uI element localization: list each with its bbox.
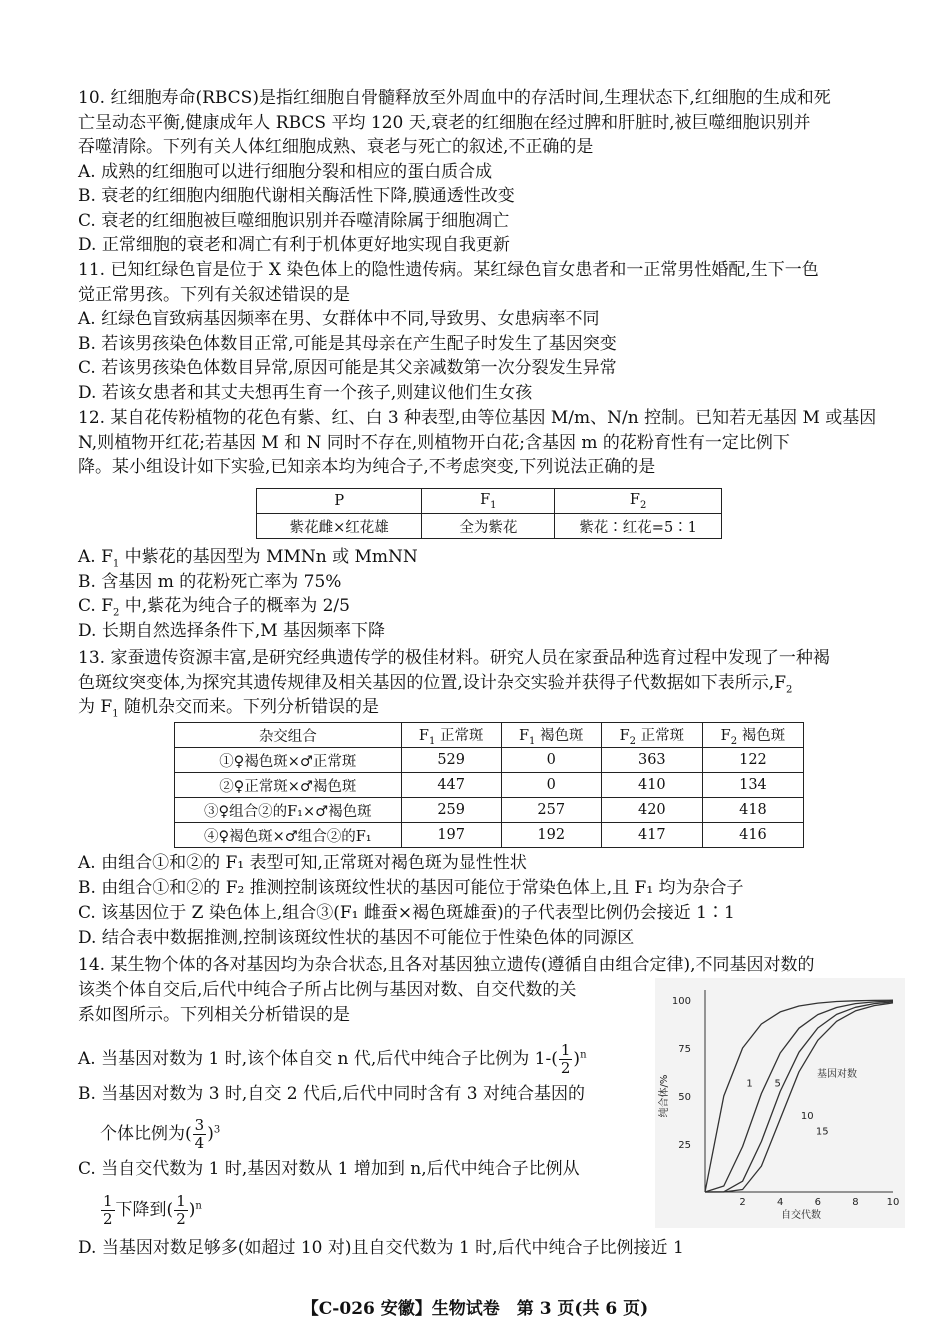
x-tick-label: 8: [852, 1197, 859, 1208]
q12-table-cell-f1: 全为紫花: [422, 514, 555, 539]
chart-background: [655, 978, 905, 1228]
q10-option-d: D. 正常细胞的衰老和凋亡有利于机体更好地实现自我更新: [78, 235, 510, 255]
y-tick-label: 25: [678, 1140, 691, 1151]
q14-option-b-line-2: 个体比例为( $\frac{3}{4}$ )$^3$: [100, 1116, 221, 1152]
table-row: [175, 823, 804, 848]
q12-table-head-f2: $F_2$: [555, 489, 722, 514]
q14-option-d: D. 当基因对数足够多(如超过 10 对)且自交代数为 1 时,后代中纯合子比例接近 1: [78, 1238, 684, 1258]
q13-option-a: A. 由组合①和②的 F₁ 表型可知,正常斑对褐色斑为显性性状: [78, 853, 527, 873]
q13-cell: 529: [401, 748, 501, 773]
q10-option-c: C. 衰老的红细胞被巨噬细胞识别并吞噬清除属于细胞凋亡: [78, 211, 510, 231]
q14-stem-line-1: 14. 某生物个体的各对基因均为杂合状态,且各对基因独立遗传(遵循自由组合定律),不同基因对数的: [78, 955, 815, 975]
q14-option-c-line-1: C. 当自交代数为 1 时,基因对数从 1 增加到 n,后代中纯合子比例从: [78, 1159, 580, 1179]
y-tick-label: 100: [671, 996, 691, 1007]
q10-stem-line-2: 亡呈动态平衡,健康成年人 RBCS 平均 120 天,衰老的红细胞在经过脾和肝脏时,被巨噬细胞识别并: [78, 113, 811, 133]
q13-cell: 197: [401, 823, 501, 848]
series-label-1: 1: [746, 1078, 753, 1090]
q10-option-a: A. 成熟的红细胞可以进行细胞分裂和相应的蛋白质合成: [78, 162, 493, 182]
fraction: $\frac{3}{4}$: [194, 1116, 205, 1152]
q13-row-label: ④♀褐色斑×♂组合②的F₁: [175, 823, 402, 848]
table-row: [175, 773, 804, 798]
q11-option-b: B. 若该男孩染色体数目正常,可能是其母亲在产生配子时发生了基因突变: [78, 334, 617, 354]
q13-cell: 418: [702, 798, 803, 823]
page-footer: 【C-026 安徽】生物试卷 第 3 页(共 6 页): [301, 1299, 649, 1319]
q13-table-head-f2-normal: $F_2$ 正常斑: [601, 723, 702, 748]
fraction: $\frac{1}{2}$: [176, 1192, 186, 1228]
q12-option-d: D. 长期自然选择条件下,M 基因频率下降: [78, 621, 386, 641]
y-axis-label: 纯合体/%: [659, 1074, 670, 1118]
q12-option-a: A. $F_1$ 中紫花的基因型为 MMNn 或 MmNN: [78, 547, 418, 570]
x-tick-label: 2: [739, 1197, 746, 1208]
q13-cell: 0: [501, 748, 601, 773]
y-tick-label: 75: [678, 1044, 691, 1055]
q14-option-a: A. 当基因对数为 1 时,该个体自交 n 代,后代中纯合子比例为 1-( $\frac{1}{2}$ )$^n$: [78, 1041, 587, 1077]
x-tick-label: 6: [814, 1197, 821, 1208]
x-tick-label: 4: [777, 1197, 784, 1208]
q12-table: [256, 488, 722, 539]
q11-option-c: C. 若该男孩染色体数目异常,原因可能是其父亲减数第一次分裂发生异常: [78, 358, 617, 378]
series-label-10: 10: [800, 1111, 814, 1123]
q12-table-head-p: P: [257, 489, 422, 514]
q14-chart: [655, 978, 905, 1228]
q13-cell: 417: [601, 823, 702, 848]
x-axis-label: 自交代数: [781, 1210, 821, 1221]
q13-option-d: D. 结合表中数据推测,控制该斑纹性状的基因不可能位于性染色体的同源区: [78, 928, 635, 948]
q13-row-label: ①♀褐色斑×♂正常斑: [175, 748, 402, 773]
q10-stem-line-3: 吞噬清除。下列有关人体红细胞成熟、衰老与死亡的叙述,不正确的是: [78, 137, 594, 157]
q12-option-b: B. 含基因 m 的花粉死亡率为 75%: [78, 572, 342, 592]
fraction: $\frac{1}{2}$: [103, 1192, 113, 1228]
q13-option-c: C. 该基因位于 Z 染色体上,组合③(F₁ 雌蚕×褐色斑雄蚕)的子代表型比例仍会接近 1∶1: [78, 903, 735, 923]
q13-table-head-f2-brown: $F_2$ 褐色斑: [702, 723, 803, 748]
q13-stem-line-3: 为 $F_1$ 随机杂交而来。下列分析错误的是: [78, 697, 379, 720]
q13-cell: 122: [702, 748, 803, 773]
q13-cell: 416: [702, 823, 803, 848]
chart-annotation: 基因对数: [817, 1069, 857, 1080]
q13-stem-line-2: 色斑纹突变体,为探究其遗传规律及相关基因的位置,设计杂交实验并获得子代数据如下表所示$,F_2$: [78, 673, 793, 696]
q13-cell: 257: [501, 798, 601, 823]
x-tick-label: 10: [886, 1197, 900, 1208]
q13-table-head-combo: 杂交组合: [175, 723, 402, 748]
q13-cell: 363: [601, 748, 702, 773]
q11-option-a: A. 红绿色盲致病基因频率在男、女群体中不同,导致男、女患病率不同: [78, 309, 600, 329]
q13-option-b: B. 由组合①和②的 F₂ 推测控制该斑纹性状的基因可能位于常染色体上,且 F₁ 均为杂合子: [78, 878, 744, 898]
fraction: $\frac{1}{2}$: [560, 1041, 571, 1077]
q13-cell: 420: [601, 798, 702, 823]
q10-option-b: B. 衰老的红细胞内细胞代谢相关酶活性下降,膜通透性改变: [78, 186, 515, 206]
q14-option-c-line-2: $\frac{1}{2}$ 下降到( $\frac{1}{2}$ )$^n$: [103, 1192, 202, 1228]
q10-stem-line-1: 10. 红细胞寿命(RBCS)是指红细胞自骨髓释放至外周血中的存活时间,生理状态下,红细胞的生成和死: [78, 88, 831, 108]
y-tick-label: 50: [678, 1092, 691, 1103]
q11-option-d: D. 若该女患者和其丈夫想再生育一个孩子,则建议他们生女孩: [78, 383, 533, 403]
table-row: [175, 748, 804, 773]
q14-stem-line-2: 该类个体自交后,后代中纯合子所占比例与基因对数、自交代数的关: [78, 980, 577, 1000]
q13-cell: 410: [601, 773, 702, 798]
q12-table-head-f1: $F_1$: [422, 489, 555, 514]
q12-table-cell-f2: 紫花∶红花=5∶1: [555, 514, 722, 539]
series-label-15: 15: [815, 1126, 829, 1138]
q12-option-c: C. $F_2$ 中,紫花为纯合子的概率为 2/5: [78, 596, 350, 619]
q12-stem-line-2: N,则植物开红花;若基因 M 和 N 同时不存在,则植物开白花;含基因 m 的花粉育性有一定比例下: [78, 433, 790, 453]
q13-cell: 0: [501, 773, 601, 798]
q13-stem-line-1: 13. 家蚕遗传资源丰富,是研究经典遗传学的极佳材料。研究人员在家蚕品种选育过程中发现了一种褐: [78, 648, 830, 668]
q13-cell: 259: [401, 798, 501, 823]
q13-cell: 447: [401, 773, 501, 798]
q12-stem-line-1: 12. 某自花传粉植物的花色有紫、红、白 3 种表型,由等位基因 M/m、N/n 控制。已知若无基因 M 或基因: [78, 408, 877, 428]
q13-table-head-f1-normal: $F_1$ 正常斑: [401, 723, 501, 748]
q14-stem-line-3: 系如图所示。下列相关分析错误的是: [78, 1005, 350, 1025]
q13-row-label: ②♀正常斑×♂褐色斑: [175, 773, 402, 798]
q14-option-b-line-1: B. 当基因对数为 3 时,自交 2 代后,后代中同时含有 3 对纯合基因的: [78, 1084, 585, 1104]
q11-stem-line-1: 11. 已知红绿色盲是位于 X 染色体上的隐性遗传病。某红绿色盲女患者和一正常男性婚配,生下一色: [78, 260, 819, 280]
q12-stem-line-3: 降。某小组设计如下实验,已知亲本均为纯合子,不考虑突变,下列说法正确的是: [78, 457, 656, 477]
q13-table-head-f1-brown: $F_1$ 褐色斑: [501, 723, 601, 748]
q13-cell: 134: [702, 773, 803, 798]
q13-table: [174, 722, 804, 848]
q13-row-label: ③♀组合②的F₁×♂褐色斑: [175, 798, 402, 823]
series-label-5: 5: [774, 1078, 781, 1090]
table-row: [175, 798, 804, 823]
q11-stem-line-2: 觉正常男孩。下列有关叙述错误的是: [78, 285, 350, 305]
q12-table-cell-p: 紫花雌×红花雄: [257, 514, 422, 539]
q13-cell: 192: [501, 823, 601, 848]
